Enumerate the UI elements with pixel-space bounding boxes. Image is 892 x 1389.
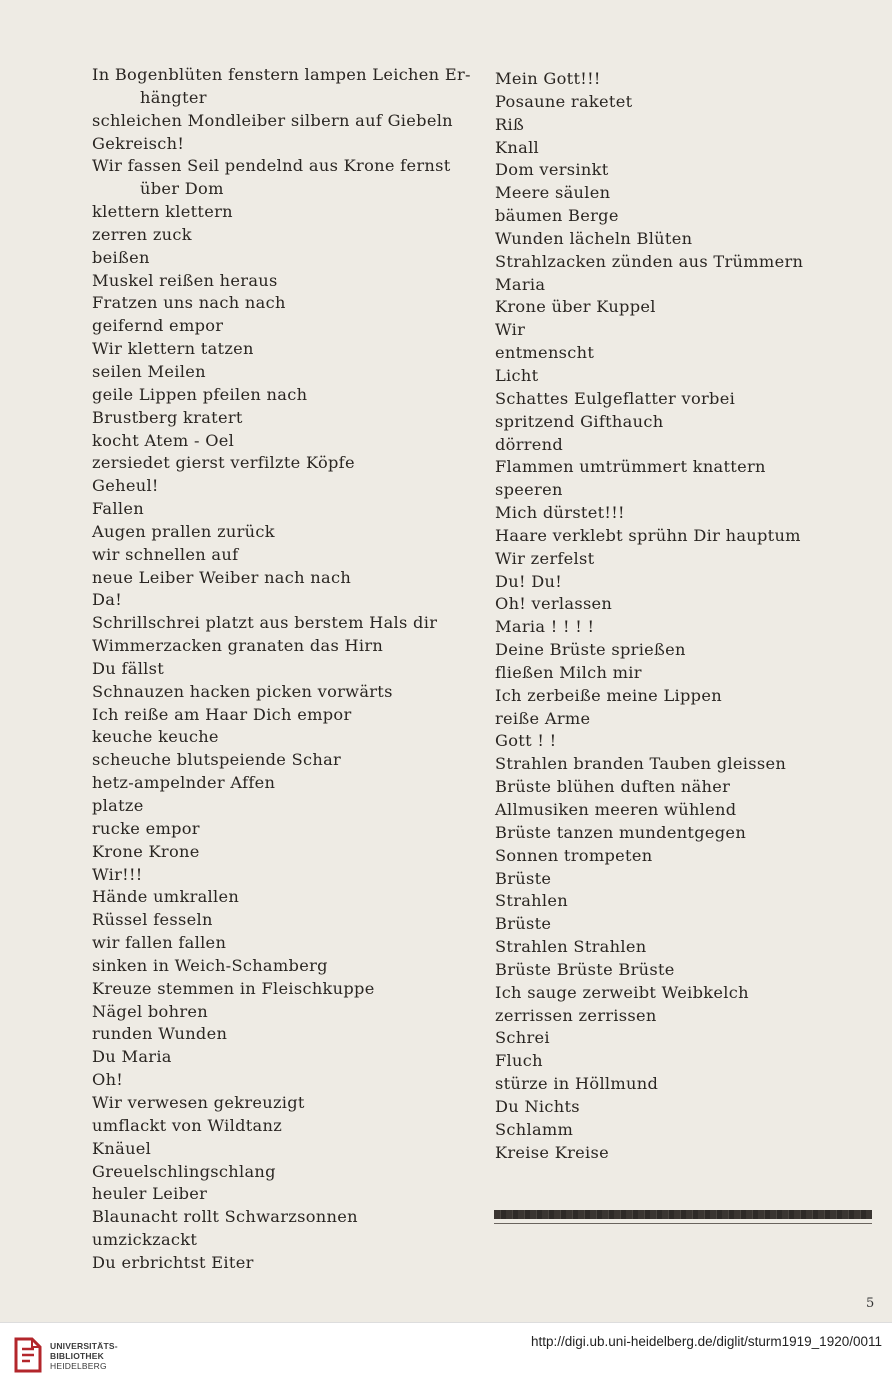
library-logo-icon <box>10 1335 46 1375</box>
poem-line: Blaunacht rollt Schwarzsonnen <box>92 1207 358 1227</box>
poem-line: umflackt von Wildtanz <box>92 1115 283 1135</box>
poem-line: Greuelschlingschlang <box>92 1161 276 1181</box>
poem-line: Allmusiken meeren wühlend <box>495 800 737 819</box>
poem-line: wir schnellen auf <box>92 544 239 564</box>
poem-line: Schrei <box>495 1028 550 1048</box>
poem-line: beißen <box>92 247 150 267</box>
poem-line: Deine Brüste sprießen <box>495 640 686 660</box>
poem-line: Wir verwesen gekreuzigt <box>92 1092 305 1112</box>
poem-left-column <box>92 64 482 1275</box>
poem-line: Knäuel <box>92 1138 152 1158</box>
poem-line: Fluch <box>495 1051 543 1071</box>
poem-line: umzickzackt <box>92 1230 198 1250</box>
poem-line: Strahlen Strahlen <box>495 937 647 957</box>
poem-line: zerrissen zerrissen <box>495 1005 657 1025</box>
poem-line: Brüste Brüste Brüste <box>495 959 675 979</box>
poem-line: fließen Milch mir <box>495 662 642 682</box>
poem-line: Oh! <box>92 1070 124 1090</box>
poem-line: Kreuze stemmen in Fleischkuppe <box>92 978 375 998</box>
poem-line: wir fallen fallen <box>92 933 227 953</box>
poem-line: Krone über Kuppel <box>495 297 656 317</box>
logo-line: BIBLIOTHEK <box>50 1351 104 1361</box>
poem-line: Brustberg kratert <box>92 407 243 427</box>
closing-rule-thin <box>494 1223 872 1224</box>
poem-line: Schlamm <box>495 1119 574 1139</box>
poem-line: geifernd empor <box>92 316 224 336</box>
poem-line: heuler Leiber <box>92 1184 208 1204</box>
poem-line: In Bogenblüten fenstern lampen Leichen Er- <box>92 65 471 84</box>
poem-line: über Dom <box>140 179 224 199</box>
poem-line: zersiedet gierst verfilzte Köpfe <box>92 453 355 473</box>
poem-line: rucke empor <box>92 818 200 838</box>
viewer-footer <box>0 1322 892 1389</box>
page-number: 5 <box>866 1296 875 1311</box>
poem-line: Mich dürstet!!! <box>495 503 625 523</box>
poem-line: schleichen Mondleiber silbern auf Giebeln <box>92 110 453 130</box>
poem-line: Brüste tanzen mundentgegen <box>495 822 747 842</box>
poem-line: Krone Krone <box>92 841 200 861</box>
poem-line: Du! Du! <box>495 571 563 591</box>
poem-line: Schattes Eulgeflatter vorbei <box>495 388 736 408</box>
poem-line: Da! <box>92 590 123 610</box>
poem-line: runden Wunden <box>92 1024 228 1044</box>
poem-line: Maria ! ! ! ! <box>495 617 595 637</box>
poem-line: Du erbrichtst Eiter <box>92 1252 254 1272</box>
poem-line: Oh! verlassen <box>495 594 613 614</box>
poem-line: Ich zerbeiße meine Lippen <box>495 685 722 705</box>
poem-line: Gott ! ! <box>495 731 557 751</box>
poem-line: Brüste blühen duften näher <box>495 777 731 797</box>
poem-line: geile Lippen pfeilen nach <box>92 384 308 404</box>
poem-line: Wir fassen Seil pendelnd aus Krone fernst <box>92 156 451 176</box>
poem-line: bäumen Berge <box>495 206 619 226</box>
permalink-url[interactable]: http://digi.ub.uni-heidelberg.de/diglit/sturm1919_1920/0011 <box>531 1334 882 1349</box>
poem-line: Dom versinkt <box>495 160 609 180</box>
poem-line: Posaune raketet <box>495 91 633 111</box>
poem-line: Licht <box>495 365 539 385</box>
poem-line: Wir <box>495 320 526 340</box>
library-logo[interactable] <box>10 1333 120 1377</box>
poem-line: Nägel bohren <box>92 1001 208 1021</box>
poem-line: Du fällst <box>92 658 165 678</box>
poem-line: reiße Arme <box>495 708 591 728</box>
poem-line: Maria <box>495 274 546 294</box>
poem-line: Flammen umtrümmert knattern <box>495 457 766 477</box>
poem-line: kocht Atem - Oel <box>92 430 235 450</box>
poem-line: Ich sauge zerweibt Weibkelch <box>495 982 749 1002</box>
poem-line: keuche keuche <box>92 727 219 747</box>
poem-line: sinken in Weich-Schamberg <box>92 955 328 975</box>
poem-line: scheuche blutspeiende Schar <box>92 750 342 770</box>
poem-line: Wir zerfelst <box>495 548 595 568</box>
poem-line: spritzend Gifthauch <box>495 411 664 431</box>
poem-line: Knall <box>495 137 540 157</box>
poem-line: Fallen <box>92 499 144 519</box>
poem-line: entmenscht <box>495 343 595 363</box>
poem-line: Meere säulen <box>495 183 611 203</box>
poem-line: Fratzen uns nach nach <box>92 293 286 313</box>
poem-line: Schrillschrei platzt aus berstem Hals dir <box>92 613 438 633</box>
poem-line: Ich reiße am Haar Dich empor <box>92 704 352 724</box>
poem-line: Augen prallen zurück <box>92 521 275 541</box>
poem-right-column <box>495 68 875 1165</box>
poem-line: dörrend <box>495 434 564 454</box>
poem-line: neue Leiber Weiber nach nach <box>92 567 352 587</box>
poem-line: Wir!!! <box>92 864 143 884</box>
poem-line: Wir klettern tatzen <box>92 339 254 359</box>
poem-line: stürze in Höllmund <box>495 1074 659 1094</box>
poem-line: Gekreisch! <box>92 133 185 153</box>
poem-line: Du Nichts <box>495 1096 580 1116</box>
poem-line: Mein Gott!!! <box>495 69 601 88</box>
poem-line: Wunden lächeln Blüten <box>495 228 693 248</box>
poem-line: speeren <box>495 480 563 500</box>
closing-rule-thick <box>494 1210 872 1219</box>
poem-line: Brüste <box>495 868 552 888</box>
library-logo-text <box>50 1341 118 1371</box>
poem-line: platze <box>92 796 144 815</box>
poem-line: Du Maria <box>92 1047 172 1067</box>
poem-line: Kreise Kreise <box>495 1142 609 1162</box>
poem-line: hetz-ampelnder Affen <box>92 773 276 793</box>
poem-line: Muskel reißen heraus <box>92 270 278 290</box>
poem-line: Hände umkrallen <box>92 887 240 907</box>
logo-line: UNIVERSITÄTS- <box>50 1341 118 1351</box>
poem-line: Strahlzacken zünden aus Trümmern <box>495 251 804 271</box>
poem-line: Strahlen branden Tauben gleissen <box>495 754 787 774</box>
poem-line: Wimmerzacken granaten das Hirn <box>92 636 384 656</box>
poem-line: hängter <box>140 87 207 107</box>
logo-line: HEIDELBERG <box>50 1361 107 1371</box>
poem-line: Schnauzen hacken picken vorwärts <box>92 681 393 701</box>
poem-line: seilen Meilen <box>92 361 206 381</box>
poem-line: Strahlen <box>495 891 568 911</box>
poem-line: Haare verklebt sprühn Dir hauptum <box>495 525 801 545</box>
poem-line: zerren zuck <box>92 224 192 244</box>
poem-line: Rüssel fesseln <box>92 910 213 930</box>
poem-line: Sonnen trompeten <box>495 845 653 865</box>
poem-line: klettern klettern <box>92 202 233 222</box>
poem-line: Riß <box>495 114 525 134</box>
poem-line: Brüste <box>495 914 552 934</box>
poem-line: Geheul! <box>92 476 159 496</box>
